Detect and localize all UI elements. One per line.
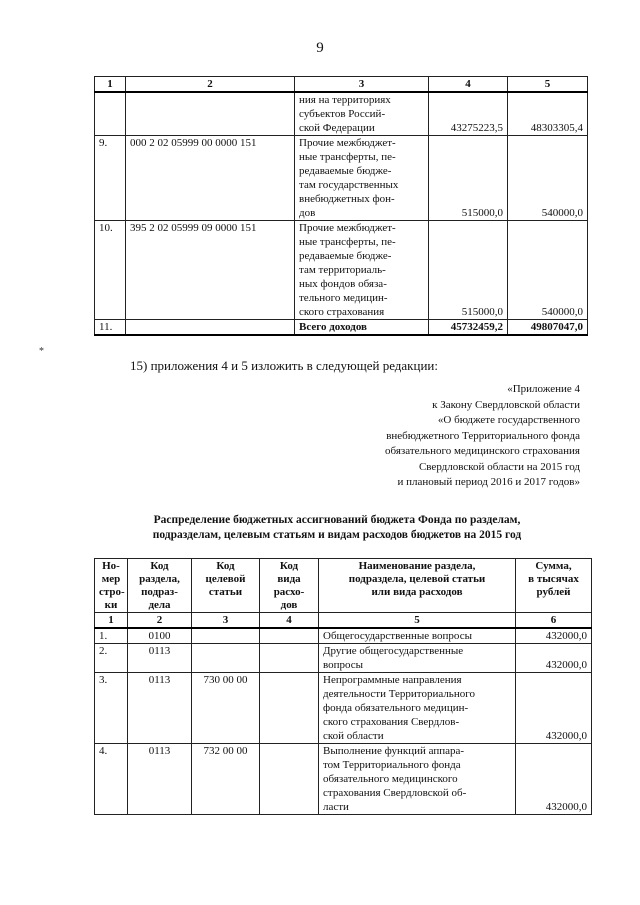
text-line: том Территориального фонда: [323, 759, 461, 771]
name-cell: [295, 136, 429, 221]
text-line: ные трансферты, пе-: [299, 151, 396, 163]
col-header-1: 1: [95, 77, 126, 93]
col-number: 5: [319, 613, 516, 629]
col-header-name: Наименование раздела, подраздела, целевой статьи или вида расходов: [319, 559, 516, 613]
target-code: [192, 644, 260, 673]
row-number: 1.: [95, 628, 128, 644]
row-number: 2.: [95, 644, 128, 673]
text-line: ской области: [323, 730, 384, 742]
appendix-line: и плановый период 2016 и 2017 годов»: [397, 476, 580, 488]
table-row: [95, 221, 588, 320]
text-line: ского страхования: [299, 306, 385, 318]
name-cell: [319, 673, 516, 744]
total-label: Всего доходов: [295, 320, 429, 336]
kind-code: [260, 673, 319, 744]
text-line: редаваемые бюдже-: [299, 250, 392, 262]
kind-code: [260, 644, 319, 673]
col-header-kind-code: Код вида расхо- дов: [260, 559, 319, 613]
text-line: фонда обязательного медицин-: [323, 702, 469, 714]
heading-line: Распределение бюджетных ассигнований бюджета Фонда по разделам,: [153, 514, 521, 526]
text-line: тельного медицин-: [299, 292, 388, 304]
total-2016: 45732459,2: [429, 320, 508, 336]
text-line: ской Федерации: [299, 122, 375, 134]
text-line: Прочие межбюджет-: [299, 137, 396, 149]
amount-2017: 540000,0: [508, 136, 588, 221]
margin-mark: *: [39, 346, 44, 357]
row-number: 10.: [95, 221, 126, 320]
amount-2016: 43275223,5: [429, 92, 508, 136]
name-cell: [319, 644, 516, 673]
appendix-line: «О бюджете государственного: [437, 414, 580, 426]
column-numbers-row: [95, 613, 592, 629]
text-line: дов: [299, 207, 316, 219]
amount-2017: 48303305,4: [508, 92, 588, 136]
table-row: [95, 744, 592, 815]
text-line: там территориаль-: [299, 264, 386, 276]
revenue-table-header: [95, 77, 588, 93]
heading-line: подразделам, целевым статьям и видам расходов бюджетов на 2015 год: [152, 529, 522, 541]
col-number: 6: [516, 613, 592, 629]
table-row: [95, 644, 592, 673]
col-header-row-number: Но- мер стро- ки: [95, 559, 128, 613]
code-cell: [126, 92, 295, 136]
col-header-2: 2: [126, 77, 295, 93]
col-header-3: 3: [295, 77, 429, 93]
text-line: Выполнение функций аппара-: [323, 745, 465, 757]
sum-cell: 432000,0: [516, 673, 592, 744]
col-number: 3: [192, 613, 260, 629]
appendix-line: внебюджетного Территориального фонда: [386, 429, 580, 442]
sum-cell: 432000,0: [516, 628, 592, 644]
budget-code: 395 2 02 05999 09 0000 151: [126, 221, 295, 320]
row-number: 11.: [95, 320, 126, 336]
amount-2016: 515000,0: [429, 221, 508, 320]
col-header-5: 5: [508, 77, 588, 93]
allocation-table-header: [95, 559, 592, 613]
text-line: ния на территориях: [299, 94, 391, 106]
kind-code: [260, 628, 319, 644]
name-cell: [295, 92, 429, 136]
amount-2016: 515000,0: [429, 136, 508, 221]
total-2017: 49807047,0: [508, 320, 588, 336]
text-line: страхования Свердловской об-: [323, 787, 467, 799]
total-row: [95, 320, 588, 336]
col-header-target-code: Код целевой статьи: [192, 559, 260, 613]
text-line: Общегосударственные вопросы: [323, 630, 472, 642]
name-cell: [319, 744, 516, 815]
text-line: ласти: [323, 801, 349, 813]
name-cell: [295, 221, 429, 320]
col-number: 4: [260, 613, 319, 629]
text-line: субъектов Россий-: [299, 108, 386, 120]
col-header-section-code: Код раздела, подраз- дела: [128, 559, 192, 613]
name-cell: [319, 628, 516, 644]
text-line: деятельности Территориального: [323, 688, 475, 700]
kind-code: [260, 744, 319, 815]
row-number-cell: [95, 92, 126, 136]
code-cell: [126, 320, 295, 336]
text-line: Прочие межбюджет-: [299, 222, 396, 234]
appendix-line: «Приложение 4: [507, 383, 580, 395]
section-heading: [98, 513, 576, 543]
table-row: [95, 673, 592, 744]
text-line: ных фондов обяза-: [299, 278, 387, 290]
section-code: 0113: [128, 744, 192, 815]
page-number: 9: [316, 40, 324, 56]
text-line: ского страхования Свердлов-: [323, 716, 460, 728]
amendment-clause: 15) приложения 4 и 5 изложить в следующей редакции:: [130, 358, 438, 373]
budget-code: 000 2 02 05999 00 0000 151: [126, 136, 295, 221]
col-number: 1: [95, 613, 128, 629]
text-line: обязательного медицинского: [323, 773, 458, 785]
col-number: 2: [128, 613, 192, 629]
table-row-continued: [95, 92, 588, 136]
row-number: 9.: [95, 136, 126, 221]
allocation-table: [94, 558, 592, 815]
target-code: 730 00 00: [192, 673, 260, 744]
appendix-line: к Закону Свердловской области: [432, 398, 580, 411]
row-number: 3.: [95, 673, 128, 744]
col-header-4: 4: [429, 77, 508, 93]
text-line: Непрограммные направления: [323, 674, 462, 686]
appendix-caption: [300, 382, 580, 491]
revenue-table: [94, 76, 588, 336]
row-number: 4.: [95, 744, 128, 815]
target-code: 732 00 00: [192, 744, 260, 815]
appendix-line: обязательного медицинского страхования: [385, 445, 580, 457]
col-header-sum: Сумма, в тысячах рублей: [516, 559, 592, 613]
table-row: [95, 136, 588, 221]
text-line: ные трансферты, пе-: [299, 236, 396, 248]
table-row: [95, 628, 592, 644]
section-code: 0113: [128, 644, 192, 673]
section-code: 0113: [128, 673, 192, 744]
text-line: вопросы: [323, 659, 364, 671]
appendix-line: Свердловской области на 2015 год: [418, 460, 580, 473]
text-line: Другие общегосударственные: [323, 645, 464, 657]
text-line: там государственных: [299, 179, 399, 191]
sum-cell: 432000,0: [516, 644, 592, 673]
text-line: редаваемые бюдже-: [299, 165, 392, 177]
target-code: [192, 628, 260, 644]
amount-2017: 540000,0: [508, 221, 588, 320]
text-line: внебюджетных фон-: [299, 193, 395, 205]
sum-cell: 432000,0: [516, 744, 592, 815]
section-code: 0100: [128, 628, 192, 644]
